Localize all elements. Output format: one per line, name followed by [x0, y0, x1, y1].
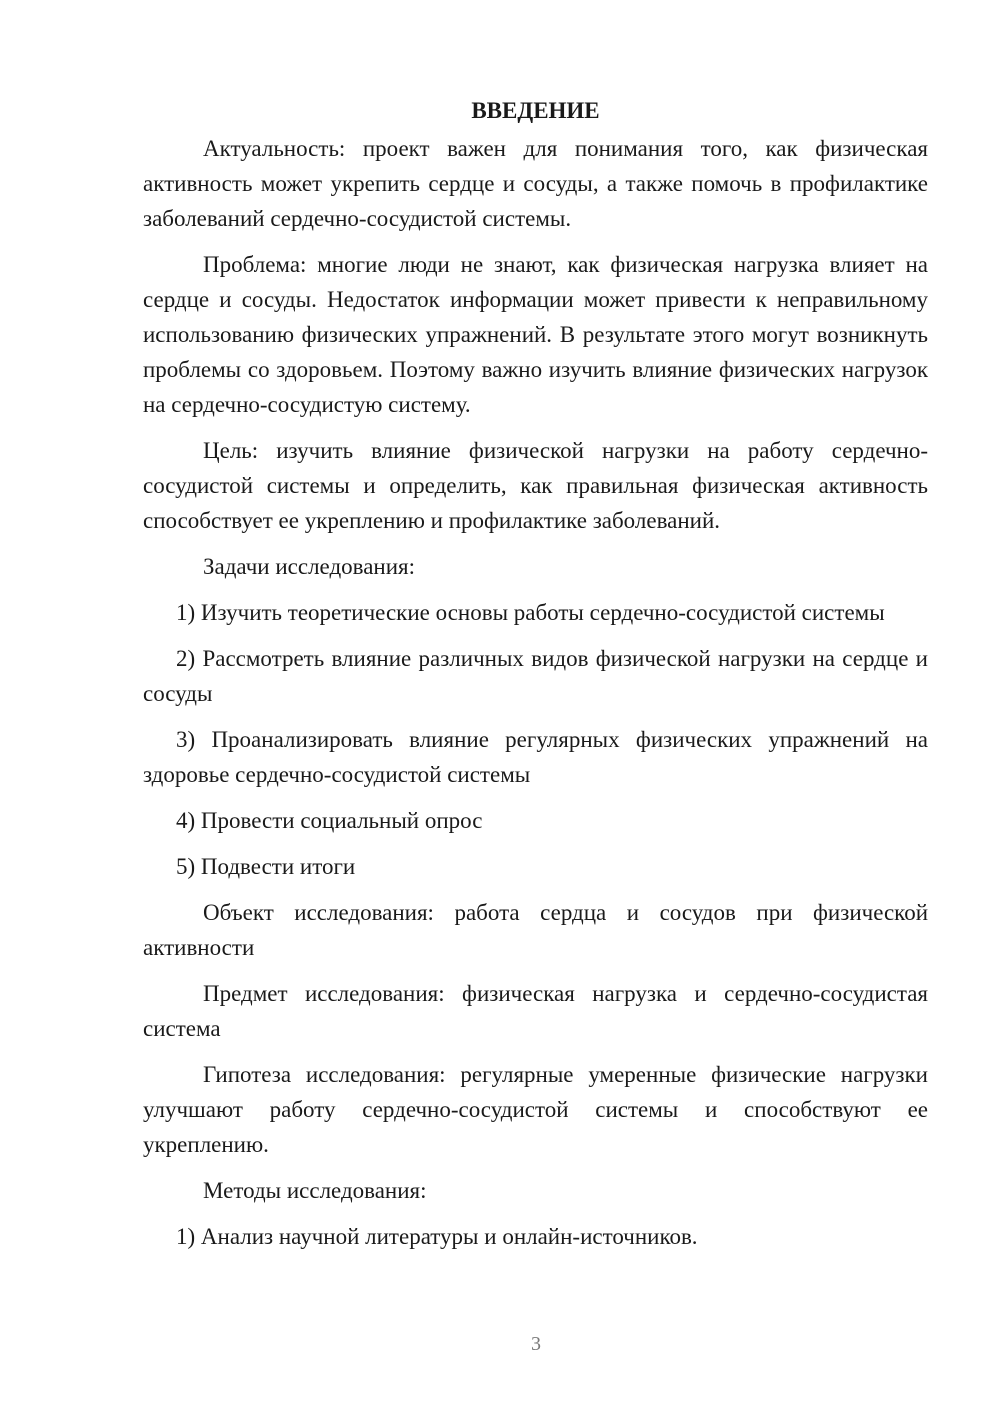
- task-item-5: 5) Подвести итоги: [176, 854, 356, 879]
- task-item-4: 4) Провести социальный опрос: [176, 808, 483, 833]
- goal-paragraph: Цель: изучить влияние физической нагрузки на работу сердечно-сосудистой системы и определить, как правильная физическая активность способствует ее укреплению и профилактике заболеваний.: [143, 438, 928, 533]
- methods-heading: Методы исследования:: [203, 1178, 427, 1203]
- page-title: ВВЕДЕНИЕ: [471, 98, 600, 123]
- page-number: 3: [531, 1333, 541, 1355]
- method-item-1: 1) Анализ научной литературы и онлайн-источников.: [176, 1224, 698, 1249]
- problem-paragraph: Проблема: многие люди не знают, как физическая нагрузка влияет на сердце и сосуды. Недостаток информации может привести к неправильному использованию физических упражнений. В результате этого могут возникнуть проблемы со здоровьем. Поэтому важно изучить влияние физических нагрузок на сердечно-сосудистую систему.: [143, 252, 928, 417]
- hypothesis-paragraph: Гипотеза исследования: регулярные умеренные физические нагрузки улучшают работу сердечно-сосудистой системы и способствуют ее укреплению.: [143, 1062, 928, 1157]
- subject-paragraph: Предмет исследования: физическая нагрузка и сердечно-сосудистая система: [143, 981, 928, 1041]
- relevance-paragraph: Актуальность: проект важен для понимания того, как физическая активность может укрепить сердце и сосуды, а также помочь в профилактике заболеваний сердечно-сосудистой системы.: [143, 136, 928, 231]
- tasks-heading: Задачи исследования:: [203, 554, 416, 579]
- task-item-3: 3) Проанализировать влияние регулярных физических упражнений на здоровье сердечно-сосудистой системы: [143, 727, 928, 787]
- page-content: [143, 95, 928, 1265]
- object-paragraph: Объект исследования: работа сердца и сосудов при физической активности: [143, 900, 928, 960]
- task-item-2: 2) Рассмотреть влияние различных видов физической нагрузки на сердце и сосуды: [143, 646, 928, 706]
- task-item-1: 1) Изучить теоретические основы работы сердечно-сосудистой системы: [176, 600, 885, 625]
